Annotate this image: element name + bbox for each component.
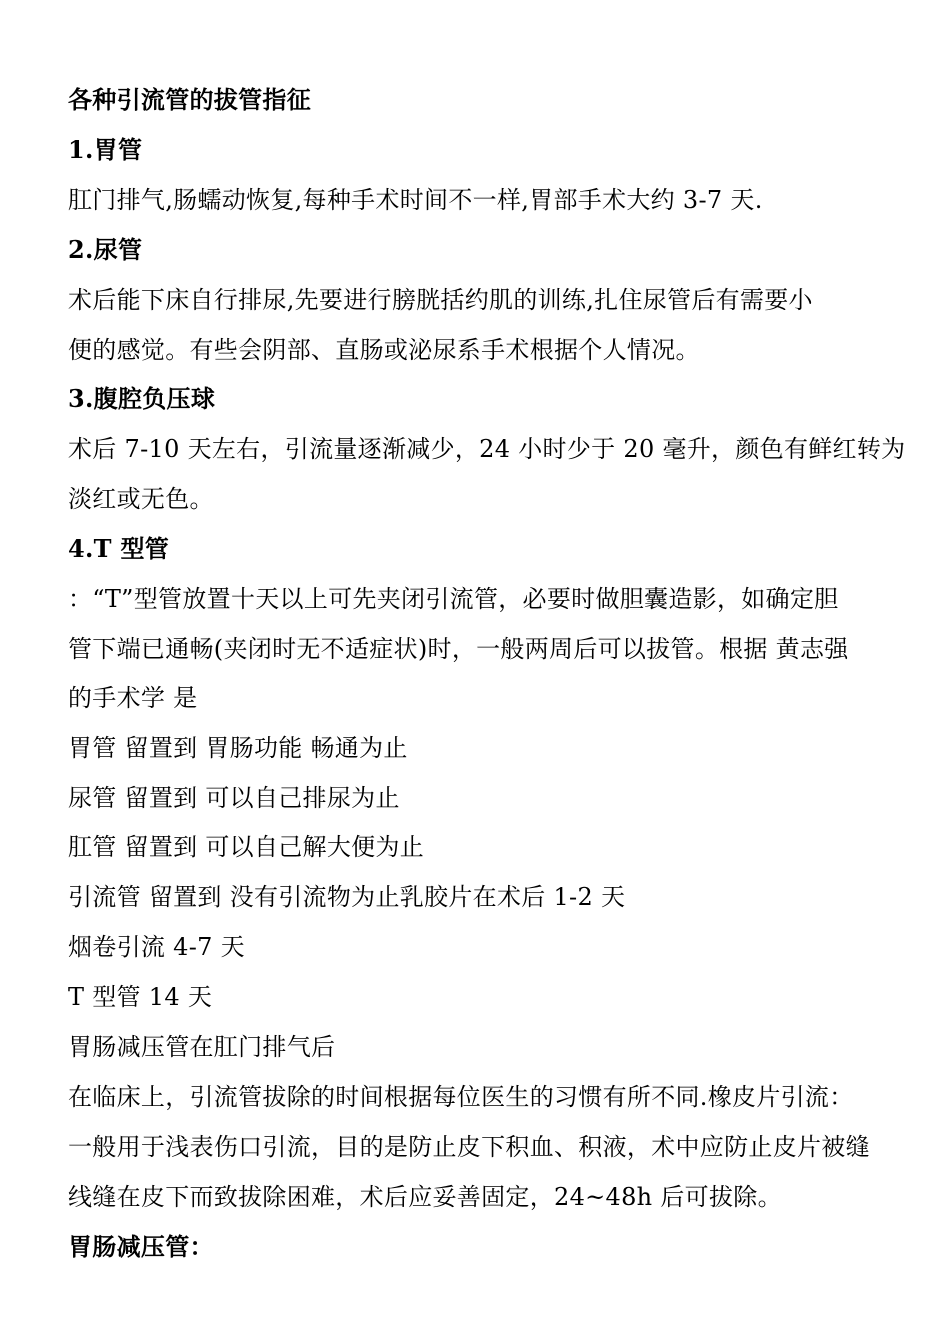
section-heading-gastric-tube: 1.胃管 xyxy=(68,135,143,164)
summary-line: 尿管 留置到 可以自己排尿为止 xyxy=(68,784,400,812)
summary-line: 烟卷引流 4-7 天 xyxy=(68,933,245,961)
clinical-line: 一般用于浅表伤口引流，目的是防止皮下积血、积液，术中应防止皮片被缝 xyxy=(68,1133,870,1161)
summary-line: 胃肠减压管在肛门排气后 xyxy=(68,1033,336,1061)
summary-line: T 型管 14 天 xyxy=(68,983,213,1011)
paragraph-line: 肛门排气,肠蠕动恢复,每种手术时间不一样,胃部手术大约 3-7 天. xyxy=(68,186,763,214)
document-title: 各种引流管的拔管指征 xyxy=(68,85,311,114)
paragraph-line: 的手术学 是 xyxy=(68,684,198,712)
paragraph-line: 术后 7-10 天左右，引流量逐渐减少，24 小时少于 20 毫升，颜色有鲜红转为 xyxy=(68,435,906,463)
final-heading: 胃肠减压管： xyxy=(68,1232,214,1261)
summary-line: 肛管 留置到 可以自己解大便为止 xyxy=(68,833,425,861)
clinical-line: 线缝在皮下而致拔除困难，术后应妥善固定，24~48h 后可拔除。 xyxy=(68,1183,782,1211)
section-heading-abdominal-drain: 3.腹腔负压球 xyxy=(68,384,216,413)
summary-line: 引流管 留置到 没有引流物为止乳胶片在术后 1-2 天 xyxy=(68,883,626,911)
paragraph-line: ：“T”型管放置十天以上可先夹闭引流管，必要时做胆囊造影，如确定胆 xyxy=(68,585,839,613)
summary-line: 胃管 留置到 胃肠功能 畅通为止 xyxy=(68,734,408,762)
paragraph-line: 便的感觉。有些会阴部、直肠或泌尿系手术根据个人情况。 xyxy=(68,336,700,364)
section-heading-urinary-catheter: 2.尿管 xyxy=(68,235,143,264)
paragraph-line: 术后能下床自行排尿,先要进行膀胱括约肌的训练,扎住尿管后有需要小 xyxy=(68,286,813,314)
paragraph-line: 管下端已通畅(夹闭时无不适症状)时，一般两周后可以拔管。根据 黄志强 xyxy=(68,635,849,663)
paragraph-line: 淡红或无色。 xyxy=(68,485,214,513)
section-heading-t-tube: 4.T 型管 xyxy=(68,534,170,563)
clinical-line: 在临床上，引流管拔除的时间根据每位医生的习惯有所不同.橡皮片引流： xyxy=(68,1083,854,1111)
